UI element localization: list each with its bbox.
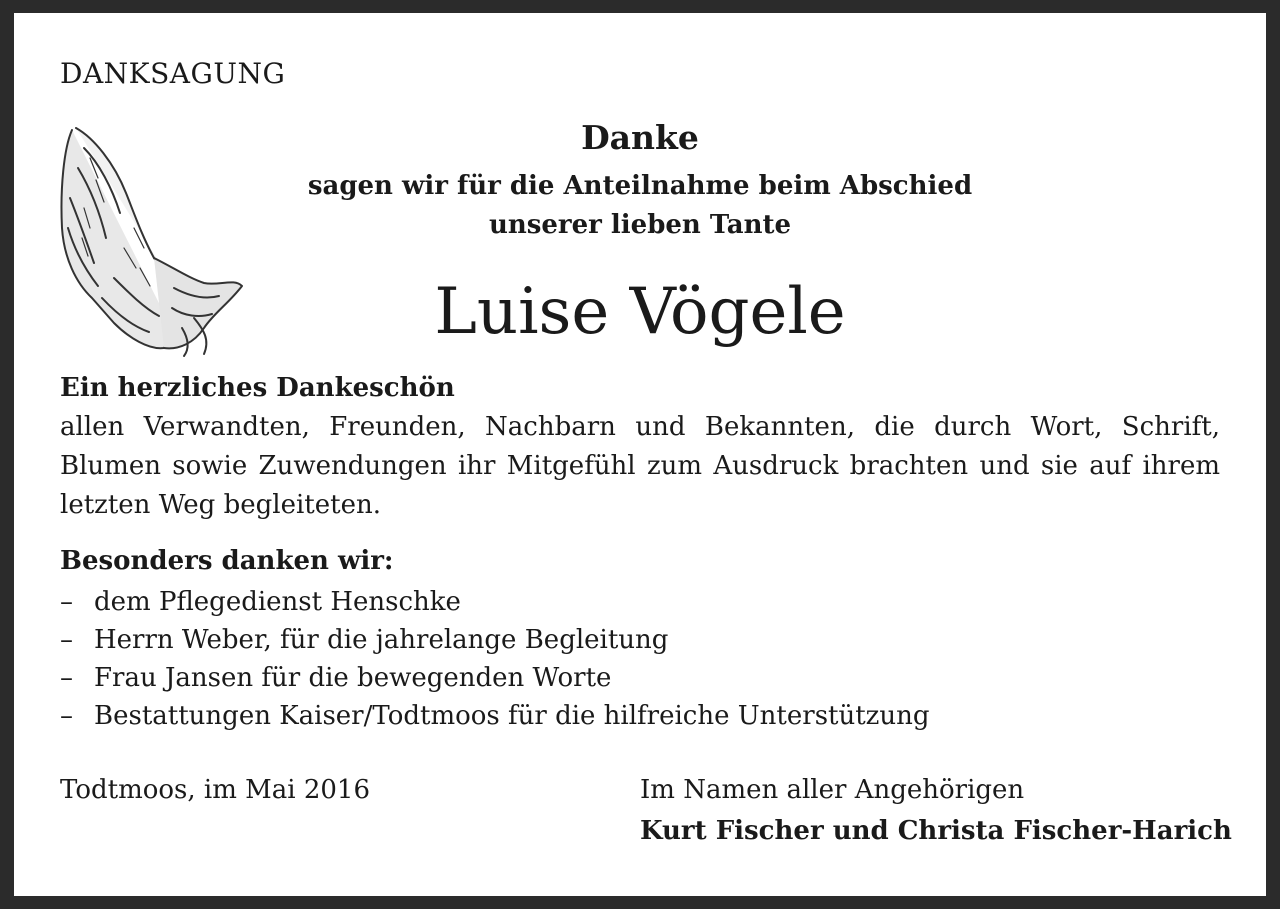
place-date: Todtmoos, im Mai 2016 (60, 775, 371, 805)
deceased-name: Luise Vögele (434, 275, 846, 349)
list-item (60, 697, 930, 735)
list-dash: – (60, 625, 73, 655)
thanks-heading: Ein herzliches Dankeschön (60, 373, 455, 403)
list-dash: – (60, 587, 73, 617)
subtitle-line-2: unserer lieben Tante (488, 210, 792, 240)
on-behalf-line: Im Namen aller Angehörigen (640, 775, 1025, 805)
special-thanks-list (60, 583, 930, 735)
obituary-notice (14, 13, 1266, 896)
list-dash: – (60, 663, 73, 693)
list-item (60, 621, 930, 659)
thanks-text: allen Verwandten, Freunden, Nachbarn und Bekannten, die durch Wort, Schrift, Blumen sowie Zuwendungen ihr Mitgefühl zum Ausdruck brachten und sie auf ihrem letzten Weg begleiteten. (60, 412, 1220, 520)
list-item-text: dem Pflegedienst Henschke (94, 587, 461, 617)
list-item-text: Herrn Weber, für die jahrelange Begleitung (94, 625, 669, 655)
notice-heading: DANKSAGUNG (60, 57, 286, 90)
signers: Kurt Fischer und Christa Fischer-Harich (640, 816, 1232, 846)
list-item-text: Bestattungen Kaiser/Todtmoos für die hilfreiche Unterstützung (94, 701, 930, 731)
list-dash: – (60, 701, 73, 731)
list-item (60, 583, 930, 621)
danke-title: Danke (581, 118, 699, 157)
special-thanks-heading: Besonders danken wir: (60, 546, 394, 576)
list-item-text: Frau Jansen für die bewegenden Worte (94, 663, 612, 693)
subtitle-line-1: sagen wir für die Anteilnahme beim Abschied (307, 171, 973, 201)
list-item (60, 659, 930, 697)
